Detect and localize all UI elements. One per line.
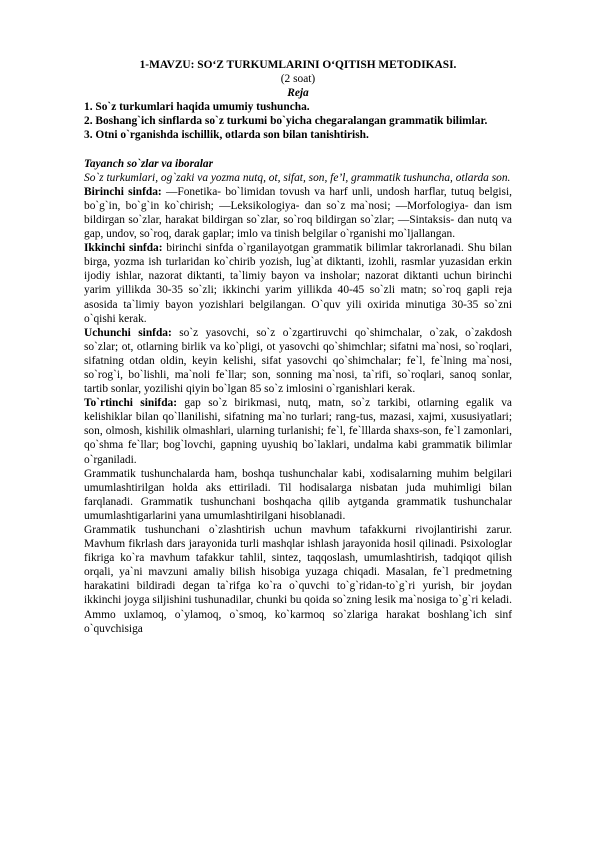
paragraph-lead: Uchunchi sinfda: bbox=[84, 326, 172, 339]
paragraph-abstract-thinking bbox=[84, 523, 512, 636]
page-title: 1-MAVZU: SO‘Z TURKUMLARINI O‘QITISH METODIKASI. bbox=[139, 59, 457, 71]
paragraph-grade-4 bbox=[84, 396, 512, 466]
plan-item-1: 1. So`z turkumlari haqida umumiy tushuncha. bbox=[84, 101, 310, 114]
hours-note: (2 soat) bbox=[280, 73, 316, 86]
section-spacer bbox=[84, 143, 512, 157]
plan-item-3: 3. Otni o`rganishda ischillik, otlarda son bilan tanishtirish. bbox=[84, 129, 369, 142]
paragraph-text: ―Fonetika- bo`limidan tovush va harf unli, undosh harflar, tutuq belgisi, bo`g`in, bo`g`in ko`chirish; ―Leksikologiya- dan so`z ma`nosi; ―Morfologiya- dan ism bildirgan so`zlar, harakat bildirgan so`zlar, so`roq bildirgan so`zlar; ―Sintaksis- dan nutq va gap, undov, so`roq, darak gaplar; imlo va tinish belgilar o`rganishi mo`ljallangan. bbox=[84, 185, 512, 241]
paragraph-grammatical-concepts bbox=[84, 467, 512, 523]
paragraph-grade-2 bbox=[84, 241, 512, 326]
paragraph-grade-3 bbox=[84, 326, 512, 396]
paragraph-text: Grammatik tushunchalarda ham, boshqa tushunchalar kabi, xodisalarning muhim belgilari umumlashtirilgan holda aks ettiriladi. Til hodisalarga nisbatan juda muhimligi bilan farqlanadi. Grammatik tushunchani boshqacha qilib aytganda grammatik tushunchalar umumlashtigarlarini yana umumlashtirilgani hisoblanadi. bbox=[84, 467, 512, 522]
paragraph-text: Grammatik tushunchani o`zlashtirish uchun mavhum tafakkurni rivojlantirishi zarur. Mavhum fikrlash dars jarayonida turli mashqlar ishlash jarayonida hosil qilinadi. Psixologlar fikriga ko`ra mavhum tafakkur tahlil, sintez, taqqoslash, umumlashtirish, tadqiqot qilish orqali, ya`ni mavzuni amaliy bilish hisobiga yuzaga chiqadi. Masalan, fe`l predmetning harakatini bildiradi degan ta`rifga ko`ra o`quvchi to`g`ridan-to`g`ri yurish, bir joydan ikkinchi joyga siljishini tushunadilar, chunki bu qoida so`zning lesik ma`nosiga to`g`ri keladi. Ammo uxlamoq, o`ylamoq, o`smoq, ko`karmoq so`zlariga harakat boshlang`ich sinf o`quvchisiga bbox=[84, 524, 512, 635]
paragraph-grade-1 bbox=[84, 185, 512, 241]
paragraph-text: gap so`z birikmasi, nutq, matn, so`z tarkibi, otlarning egalik va kelishiklar bilan qo`llanilishi, sifatning ma`no turlari; rang-tus, mazasi, xajmi, xususiyatlari; son, olmosh, kishilik olmashlari, ularning turlanishi; fe`l, fe`lllarda shaxs-son, fe`l zamonlari, qo`shma fe`llar; bog`lovchi, gapning uyushiq bo`laklari, undalma kabi grammatik bilimlar o`rganiladi. bbox=[84, 397, 512, 466]
paragraph-lead: Birinchi sinfda: bbox=[84, 185, 162, 198]
paragraph-text: so`z yasovchi, so`z o`zgartiruvchi qo`shimchalar, o`zak, o`zakdosh so`zlar; ot, otlarning birlik va ko`pligi, ot yasovchi qo`shimchlar; sifatni ma`nosi, so`roqlari, sifatning otdan oldin, keyin kelishi, sifat yasovchi qo`shimchalar; fe`l, fe`lning ma`nosi, so`rog`i, bo`lishli, ma`noli fe`llar; son, sonning ma`nosi, ta`rifi, so`roqlari, sanoq sonlar, tartib sonlar, yozilishi qiyin bo`lgan 85 so`z imlosini o`rganishlari kerak. bbox=[84, 326, 512, 396]
paragraph-lead: To`rtinchi sinifda: bbox=[84, 397, 178, 410]
paragraph-text: birinchi sinfda o`rganilayotgan grammatik bilimlar takrorlanadi. Shu bilan birga, yozma ish turlaridan ko`chirib yozish, lug`at diktanti, izohli, rasmlar yuzasidan erkin ijodiy ishlar, nazorat diktanti, ta`limiy bayon va insholar; nazorat diktanti uchun birinchi yarim yillikda 30-35 so`zli; ikkinchi yarim yillikda 40-45 so`zli matn; so`roq gapli reja asosida ta`limiy bayon yozishlari belgilangan. O`quv yili oxirida minutiga 30-35 so`zni o`qishi kerak. bbox=[84, 242, 512, 325]
keywords-text: So`z turkumlari, og`zaki va yozma nutq, ot, sifat, son, fe’l, grammatik tushuncha, otlarda son. bbox=[84, 171, 511, 184]
plan-item-2: 2. Boshang`ich sinflarda so`z turkumi bo`yicha chegaralangan grammatik bilimlar. bbox=[84, 115, 488, 128]
paragraph-lead: Ikkinchi sinfda: bbox=[84, 242, 163, 255]
reja-heading: Reja bbox=[287, 87, 309, 100]
keywords-heading: Tayanch so`zlar va iboralar bbox=[84, 157, 214, 170]
